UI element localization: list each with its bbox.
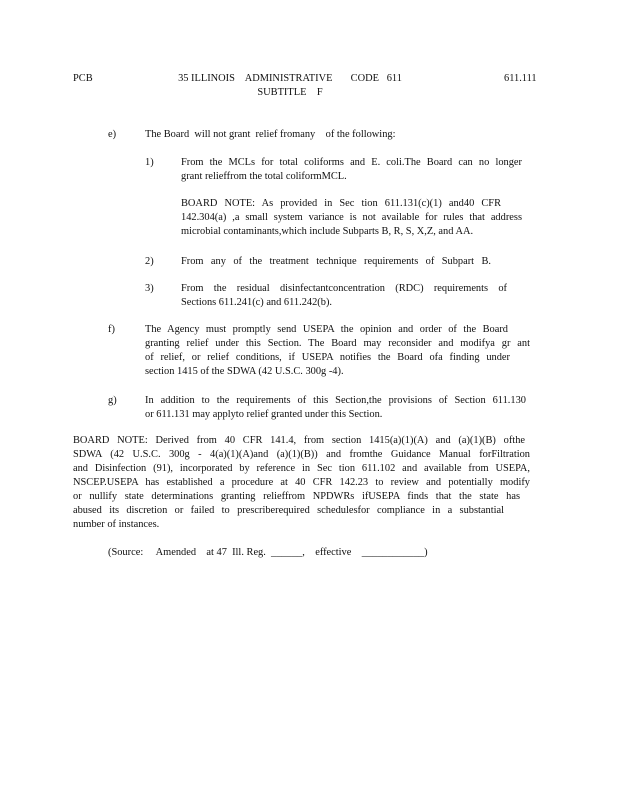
text-line: Sections 611.241(c) and 611.242(b). (181, 297, 333, 308)
item-f-label: f) (108, 324, 115, 335)
text-line: of relief, or relief conditions, if USEPA notifies the Board ofa finding under (145, 352, 510, 363)
item-e-text: The Board will not grant relief fromany of the following: (145, 129, 396, 140)
item-e3-text (181, 282, 507, 310)
text-line: number of instances. (73, 519, 160, 530)
item-g-label: g) (108, 395, 117, 406)
text-line: BOARD NOTE: As provided in Sec tion 611.131(c)(1) and40 CFR (181, 198, 501, 209)
source-note: (Source: Amended at 47 Ill. Reg. ______, effective ____________) (108, 547, 428, 558)
text-line: or nullify state determinations granting relieffrom NPDWRs ifUSEPA finds that the state has (73, 491, 520, 502)
text-line: or 611.131 may applyto relief granted under this Section. (145, 409, 383, 420)
item-e3-label: 3) (145, 283, 154, 294)
text-line: From any of the treatment technique requirements of Subpart B. (181, 256, 491, 267)
text-line: 142.304(a) ,a small system variance is not available for rules that address (181, 212, 522, 223)
item-e-label: e) (108, 129, 117, 140)
header-right: 611.111 (504, 73, 537, 84)
header-title: 35 ILLINOIS ADMINISTRATIVE CODE 611 (178, 73, 402, 84)
text-line: abused its discretion or failed to prescriberequired schedulesfor compliance in a substantial (73, 505, 504, 516)
item-f-text (145, 323, 530, 379)
text-line: NSCEP.USEPA has established a procedure at 40 CFR 142.23 to review and potentially modify (73, 477, 530, 488)
text-line: grant relieffrom the total coliformMCL. (181, 171, 347, 182)
item-e1-text (181, 156, 522, 184)
text-line: microbial contaminants,which include Subparts B, R, S, X,Z, and AA. (181, 226, 474, 237)
text-line: From the MCLs for total coliforms and E. coli.The Board can no longer (181, 157, 522, 168)
text-line: In addition to the requirements of this Section,the provisions of Section 611.130 (145, 395, 526, 406)
text-line: BOARD NOTE: Derived from 40 CFR 141.4, from section 1415(a)(1)(A) and (a)(1)(B) ofthe (73, 435, 525, 446)
item-e1-board-note (181, 197, 522, 239)
text-line: The Agency must promptly send USEPA the opinion and order of the Board (145, 324, 508, 335)
header-subtitle: SUBTITLE F (257, 87, 323, 98)
text-line: SDWA (42 U.S.C. 300g - 4(a)(1)(A)and (a)(1)(B)) and fromthe Guidance Manual forFiltration (73, 449, 530, 460)
item-g-text (145, 394, 526, 422)
text-line: granting relief under this Section. The Board may reconsider and modifya gr ant (145, 338, 530, 349)
text-line: section 1415 of the SDWA (42 U.S.C. 300g -4). (145, 366, 344, 377)
text-line: From the residual disinfectantconcentration (RDC) requirements of (181, 283, 507, 294)
item-e2-text (181, 255, 491, 269)
text-line: and Disinfection (91), incorporated by reference in Sec tion 611.102 and available from USEPA, (73, 463, 530, 474)
header-center (160, 72, 420, 100)
header-left: PCB (73, 73, 93, 84)
item-e1-label: 1) (145, 157, 154, 168)
board-note (73, 434, 530, 532)
item-e2-label: 2) (145, 256, 154, 267)
